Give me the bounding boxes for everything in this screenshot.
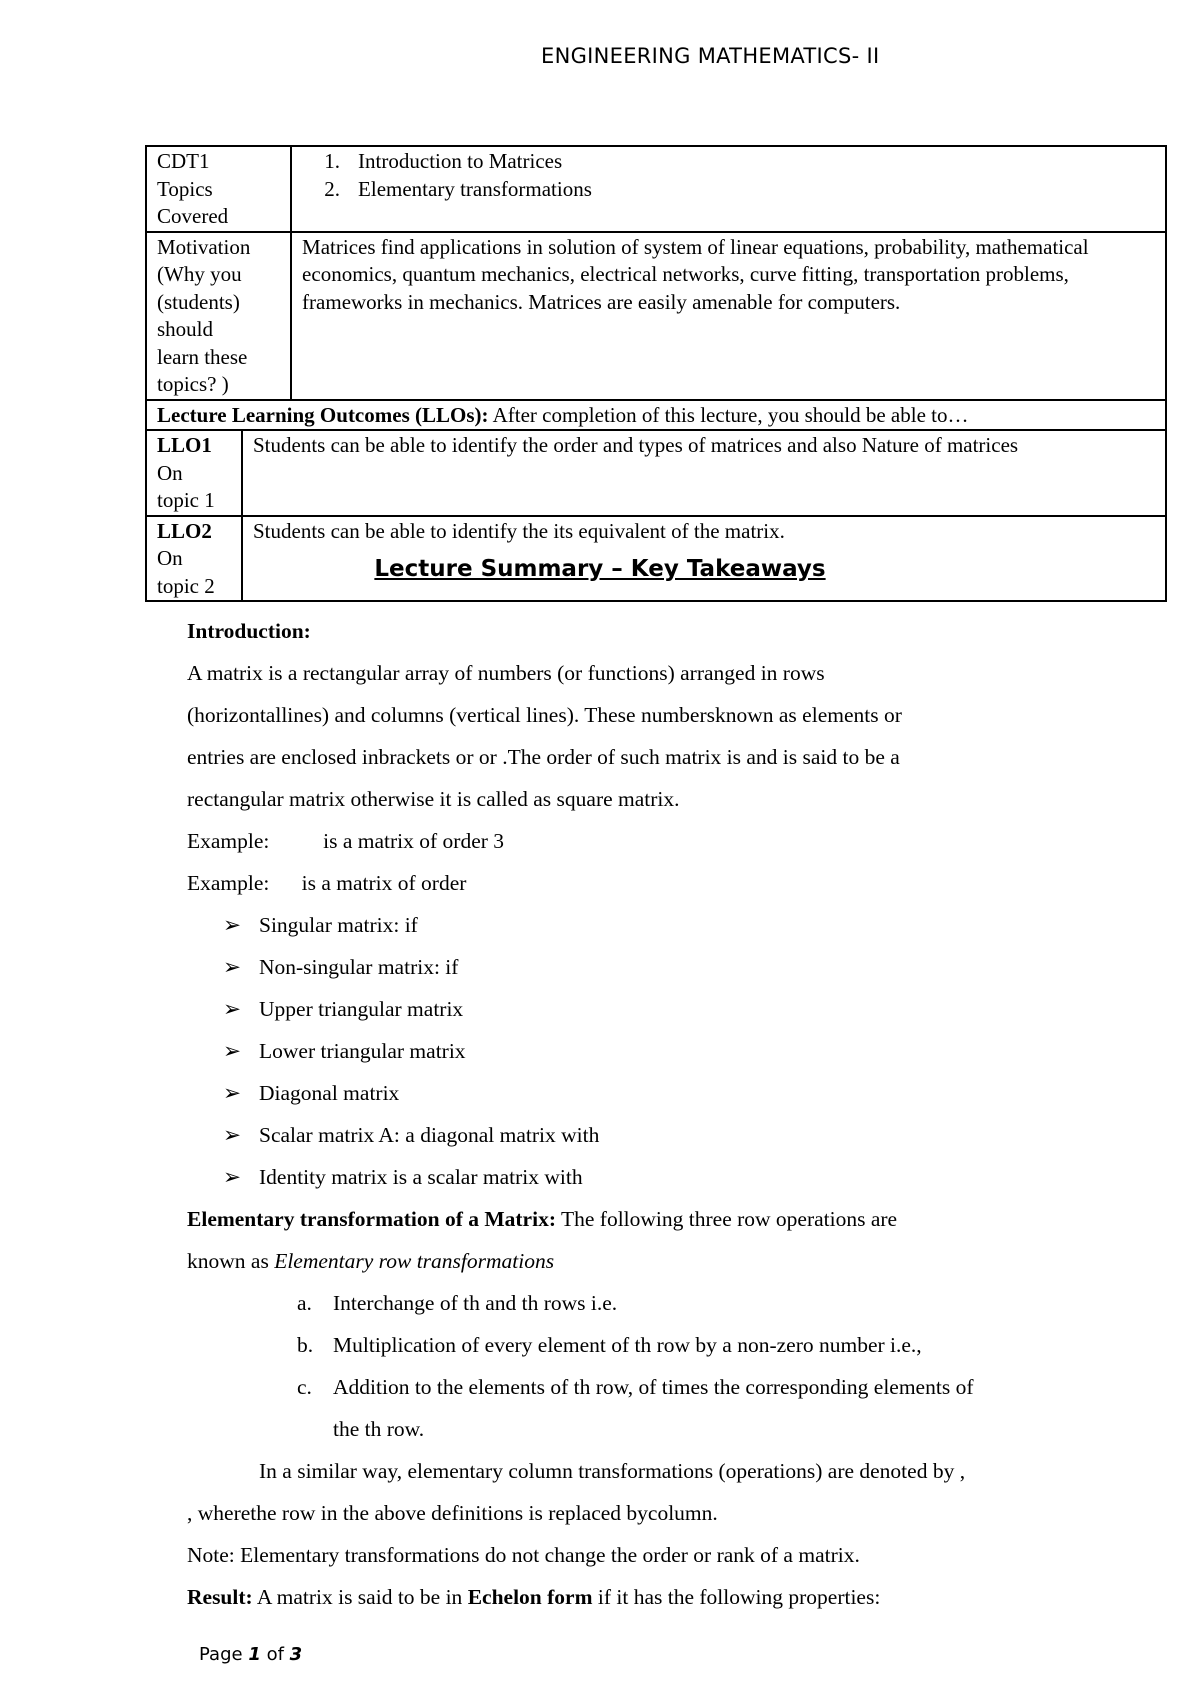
list-item [187,946,1087,988]
topics-list [302,148,1155,203]
note-line: Note: Elementary transformations do not change the order or rank of a matrix. [187,1543,860,1567]
elementary-italic: Elementary row transformations [274,1249,555,1273]
elementary-text: The following three row operations are [556,1207,898,1231]
list-item [187,1156,1087,1198]
result-label: Result: [187,1585,253,1609]
list-item [187,1366,1087,1408]
result-text: A matrix is said to be in [252,1585,468,1609]
llo-text-cell: Students can be able to identify the its equivalent of the matrix. [242,516,1166,602]
elementary-line-2 [187,1240,1087,1282]
llo-heading-text: After completion of this lecture, you should be able to… [488,402,969,427]
list-item [187,1072,1087,1114]
list-item [187,904,1087,946]
footer-page-word: Page [199,1644,249,1665]
intro-line: (horizontallines) and columns (vertical lines). These numbersknown as elements or [187,703,902,727]
list-item-text: Identity matrix is a scalar matrix with [259,1165,583,1189]
intro-line: rectangular matrix otherwise it is called as square matrix. [187,787,680,811]
motivation-label-line: (Why you [157,262,242,286]
list-item-text: Multiplication of every element of th row by a non-zero number i.e., [333,1333,922,1357]
list-item-text: Interchange of th and th rows i.e. [333,1291,618,1315]
page-header-title: ENGINEERING MATHEMATICS- II [541,44,880,68]
llo-on: On [157,546,183,570]
arrow-bullet-icon: ➢ [223,1123,242,1147]
motivation-label-line: learn these [157,344,248,369]
example-line: Example: is a matrix of order [187,871,467,895]
topic-text: Elementary transformations [358,176,592,201]
topic-number: 2. [324,176,341,201]
list-item [187,988,1087,1030]
topic-number: 1. [324,149,341,173]
arrow-bullet-icon: ➢ [223,997,242,1021]
motivation-label-cell [146,232,291,400]
llo-heading-row [146,400,1166,431]
cdt-label: CDT1 [157,149,210,173]
llo-id: LLO2 [157,518,212,543]
matrix-types-list [187,904,1087,1198]
motivation-label-line: Motivation [157,234,251,259]
summary-body [187,610,1087,1618]
list-item-label: a. [297,1291,312,1315]
llo-topic: topic 1 [157,488,215,512]
arrow-bullet-icon: ➢ [223,1039,242,1063]
page-footer [199,1644,302,1665]
intro-line: entries are enclosed inbrackets or or .The order of such matrix is and is said to be a [187,745,900,769]
topics-label-cell [146,146,291,232]
motivation-text-cell: Matrices find applications in solution of system of linear equations, probability, mathematical economics, quantum mechanics, electrical networks, curve fitting, transportation problems, frameworks in mechanics. Matrices are easily amenable for computers. [291,232,1166,400]
row-operations-list [187,1282,1087,1408]
topics-row [146,146,1166,232]
list-item-text: Addition to the elements of th row, of times the corresponding elements of [333,1375,974,1399]
list-item-text: Lower triangular matrix [259,1039,466,1063]
summary-title: Lecture Summary – Key Takeaways [374,556,826,582]
list-item [187,1282,1087,1324]
list-item [187,1030,1087,1072]
course-info-table [145,145,1167,602]
footer-total-pages: 3 [289,1644,303,1665]
arrow-bullet-icon: ➢ [223,1081,242,1105]
list-item-label: b. [297,1333,314,1357]
llo-text-cell: Students can be able to identify the order and types of matrices and also Nature of matrices [242,430,1166,516]
echelon-form-term: Echelon form [467,1585,593,1609]
list-item [187,1114,1087,1156]
result-line [187,1576,1087,1618]
topic-item [302,176,1155,204]
motivation-label-line: topics? ) [157,372,229,396]
operation-continuation: the th row. [333,1417,425,1441]
arrow-bullet-icon: ➢ [223,913,242,937]
list-item-text: Scalar matrix A: a diagonal matrix with [259,1123,600,1147]
elementary-heading: Elementary transformation of a Matrix: [187,1207,556,1231]
llo-label-cell [146,430,242,516]
arrow-bullet-icon: ➢ [223,955,242,979]
list-item-text: Singular matrix: if [259,913,418,937]
topic-item [302,148,1155,176]
footer-of-word: of [260,1644,290,1665]
llo-on: On [157,460,183,485]
example-line: Example: is a matrix of order 3 [187,829,505,853]
intro-line: A matrix is a rectangular array of numbers (or functions) arranged in rows [187,661,825,685]
intro-heading: Introduction: [187,619,311,643]
list-item-text: Non-singular matrix: if [259,955,459,979]
list-item [187,1324,1087,1366]
elementary-text: known as [187,1249,275,1273]
similar-line: , wherethe row in the above definitions is replaced bycolumn. [187,1501,718,1525]
list-item-label: c. [297,1375,312,1399]
llo-id: LLO1 [157,433,212,457]
motivation-row [146,232,1166,400]
topic-text: Introduction to Matrices [358,149,563,173]
list-item-text: Diagonal matrix [259,1081,400,1105]
list-item-text: Upper triangular matrix [259,997,464,1021]
arrow-bullet-icon: ➢ [223,1165,242,1189]
llo-heading-bold: Lecture Learning Outcomes (LLOs): [157,402,489,427]
llo-heading-cell [146,400,1166,431]
footer-page-number: 1 [248,1644,261,1665]
elementary-heading-line [187,1198,1087,1240]
motivation-label-line: (students) should [157,289,240,341]
topics-list-cell [291,146,1166,232]
llo-row [146,430,1166,516]
result-text: if it has the following properties: [592,1585,881,1609]
topics-covered-label: Topics Covered [157,176,229,228]
similar-line: In a similar way, elementary column transformations (operations) are denoted by , [259,1459,966,1483]
llo-topic: topic 2 [157,573,215,598]
